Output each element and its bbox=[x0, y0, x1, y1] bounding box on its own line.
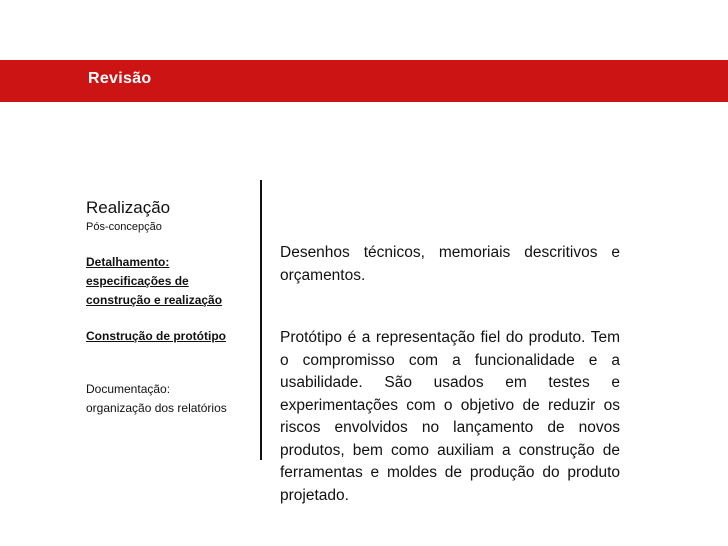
docs-line: Documentação: bbox=[86, 382, 171, 396]
detail-line: Detalhamento: bbox=[86, 255, 170, 269]
detail-description: Desenhos técnicos, memoriais descritivos e orçamentos. bbox=[280, 244, 620, 284]
docs-line: organização dos relatórios bbox=[86, 401, 227, 415]
detail-line: construção e realização bbox=[86, 293, 223, 307]
vertical-divider bbox=[260, 180, 262, 460]
detail-topic bbox=[86, 253, 264, 310]
slide-title: Revisão bbox=[88, 70, 152, 87]
section-title: Realização bbox=[86, 198, 171, 217]
prototype-topic: Construção de protótipo bbox=[86, 329, 226, 343]
title-banner bbox=[0, 60, 728, 102]
prototype-description: Protótipo é a representação fiel do produto. Tem o compromisso com a funcionalidade e a usabilidade. São usados em testes e experimentações com o objetivo de reduzir os riscos envolvidos no lançamento de novos produtos, bem como auxiliam a construção de ferramentas e moldes de produção do produto projetado. bbox=[280, 329, 620, 504]
detail-line: especificações de bbox=[86, 274, 189, 288]
section-subtitle: Pós-concepção bbox=[86, 221, 162, 233]
documentation-topic bbox=[86, 380, 271, 418]
